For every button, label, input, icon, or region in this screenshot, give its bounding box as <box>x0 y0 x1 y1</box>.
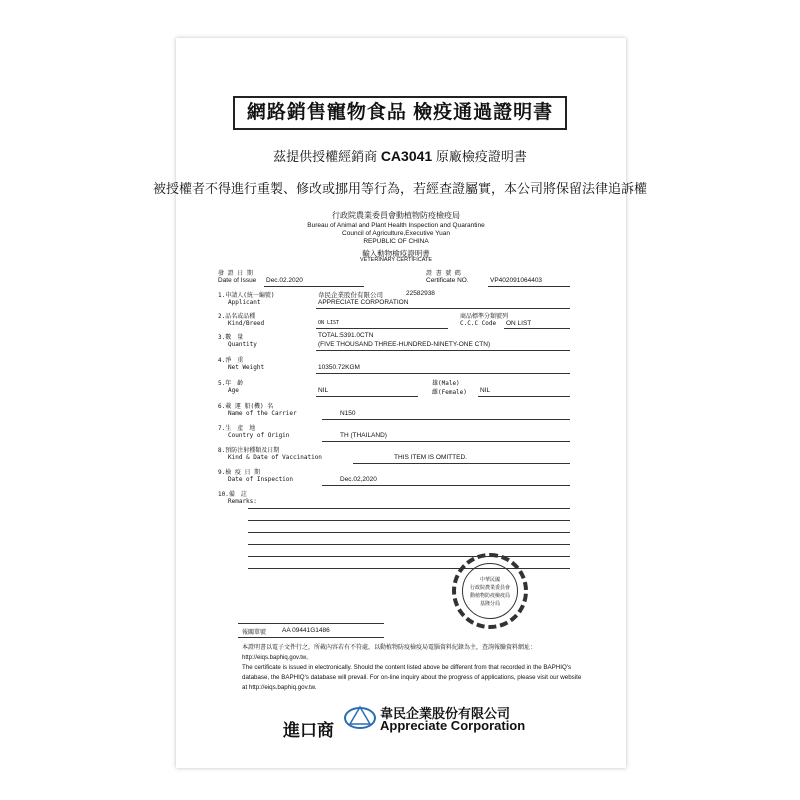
subtitle-prefix: 茲提供授權經銷商 <box>273 149 378 164</box>
carrier-zh: 6.載 運 船(機) 名 <box>218 403 274 410</box>
agency-council: Council of Agriculture,Executive Yuan <box>342 230 450 237</box>
importer-label: 進口商 <box>283 721 334 740</box>
date-issue-zh: 發 證 日 期 <box>218 270 253 277</box>
subtitle-suffix: 原廠檢疫證明書 <box>435 149 527 164</box>
seal-line: 基隆分局 <box>479 601 500 607</box>
note-en: The certificate is issued in electronically. Should the content listed above be different from that recorded in the BAPHIQ's database, the BAPHIQ's database will prevail. For on-line inquiry about the progress of applications, please visit our website at http://eiqs.baphiq.gov.tw. <box>242 664 582 691</box>
weight-label: Net Weight <box>228 364 265 371</box>
veterinary-certificate <box>208 210 584 630</box>
female-label: 雌(Female) <box>432 389 467 396</box>
applicant-id: 22582938 <box>406 290 435 297</box>
vaccination-value: THIS ITEM IS OMITTED. <box>394 454 467 461</box>
origin-label: Country of Origin <box>228 432 290 439</box>
kind-label: Kind/Breed <box>228 320 265 327</box>
customs-no-label: 報關單號 <box>242 629 267 636</box>
cert-no-label: Certificate NO. <box>426 277 469 284</box>
subtitle <box>0 146 800 165</box>
cert-no-zh: 證 書 號 碼 <box>426 270 461 277</box>
certificate-footnote <box>242 643 582 693</box>
customs-no-value: AA 09441G1486 <box>282 627 330 634</box>
date-issue-value: Dec.02.2020 <box>266 277 303 284</box>
quantity-total: TOTAL:5391.0CTN <box>318 332 374 339</box>
seal-line: 行政院農業委員會 <box>469 585 510 591</box>
weight-zh: 4.淨 重 <box>218 357 244 364</box>
seal-line: 中華民國 <box>479 577 500 583</box>
inspection-value: Dec.02,2020 <box>340 476 377 483</box>
vaccination-label: Kind & Date of Vaccination <box>228 454 322 461</box>
origin-value: TH (THAILAND) <box>340 432 387 439</box>
inspection-label: Date of Inspection <box>228 476 294 483</box>
quantity-words: (FIVE THOUSAND THREE-HUNDRED-NINETY-ONE CTN) <box>318 341 491 348</box>
age-value: NIL <box>318 387 329 394</box>
cert-no-value: VP402091064403 <box>490 277 543 284</box>
warning-text: 被授權者不得進行重製、修改或挪用等行為，若經查證屬實，本公司將保留法律追訴權 <box>152 181 647 196</box>
inspection-zh: 9.檢 疫 日 期 <box>218 469 261 476</box>
ccc-zh: 商品標準分類號列 <box>460 313 509 320</box>
remarks-label: Remarks: <box>228 498 257 505</box>
carrier-label: Name of the Carrier <box>228 410 297 417</box>
doc-title-zh: 輸入動物檢疫證明書 <box>362 249 430 258</box>
importer-name-zh: 韋民企業股份有限公司 <box>380 706 511 721</box>
doc-title-en: VETERINARY CERTIFICATE <box>359 257 433 263</box>
seal-line: 動植物防疫檢疫局 <box>469 593 510 599</box>
remarks-zh: 10.備 註 <box>218 491 247 498</box>
applicant-name-zh: 韋民企業股份有限公司 <box>318 292 383 299</box>
quantity-zh: 3.數 量 <box>218 334 244 341</box>
document-title: 網路銷售寵物食品 檢疫通過證明書 <box>233 96 567 130</box>
kind-zh: 2.品名或品種 <box>218 313 256 320</box>
applicant-label: Applicant <box>228 299 261 306</box>
ccc-value: ON LIST <box>506 320 532 327</box>
quantity-label: Quantity <box>228 341 257 348</box>
applicant-zh: 1.申請人(統一編號) <box>218 292 275 299</box>
agency-en: Bureau of Animal and Plant Health Inspection and Quarantine <box>307 222 485 229</box>
carrier-value: N150 <box>340 410 356 417</box>
male-label: 雄(Male) <box>432 380 460 387</box>
agency-country: REPUBLIC OF CHINA <box>363 238 429 245</box>
age-label: Age <box>228 387 239 394</box>
kind-value: ON LIST <box>318 320 340 326</box>
date-issue-label: Date of Issue <box>218 277 257 284</box>
importer-name-en: Appreciate Corporation <box>380 718 526 733</box>
distributor-code: CA3041 <box>380 148 433 164</box>
weight-value: 10350.72KGM <box>318 364 360 371</box>
vaccination-zh: 8.預防注射種類及日期 <box>218 447 280 454</box>
origin-zh: 7.生 產 地 <box>218 425 256 432</box>
ccc-label: C.C.C Code <box>460 320 497 327</box>
sex-value: NIL <box>480 387 491 394</box>
appreciate-logo-icon <box>343 704 377 730</box>
note-zh: 本證明書以電子文件行之，所載內容若有不符處，以動植物防疫檢疫局電腦資料紀錄為主，查詢報驗資料網址：http://eiqs.baphiq.gov.tw。 <box>242 645 537 661</box>
applicant-value: APPRECIATE CORPORATION <box>318 299 409 306</box>
age-zh: 5.年 齡 <box>218 380 244 387</box>
official-seal <box>452 553 528 629</box>
agency-zh: 行政院農業委員會動植物防疫檢疫局 <box>332 211 460 220</box>
